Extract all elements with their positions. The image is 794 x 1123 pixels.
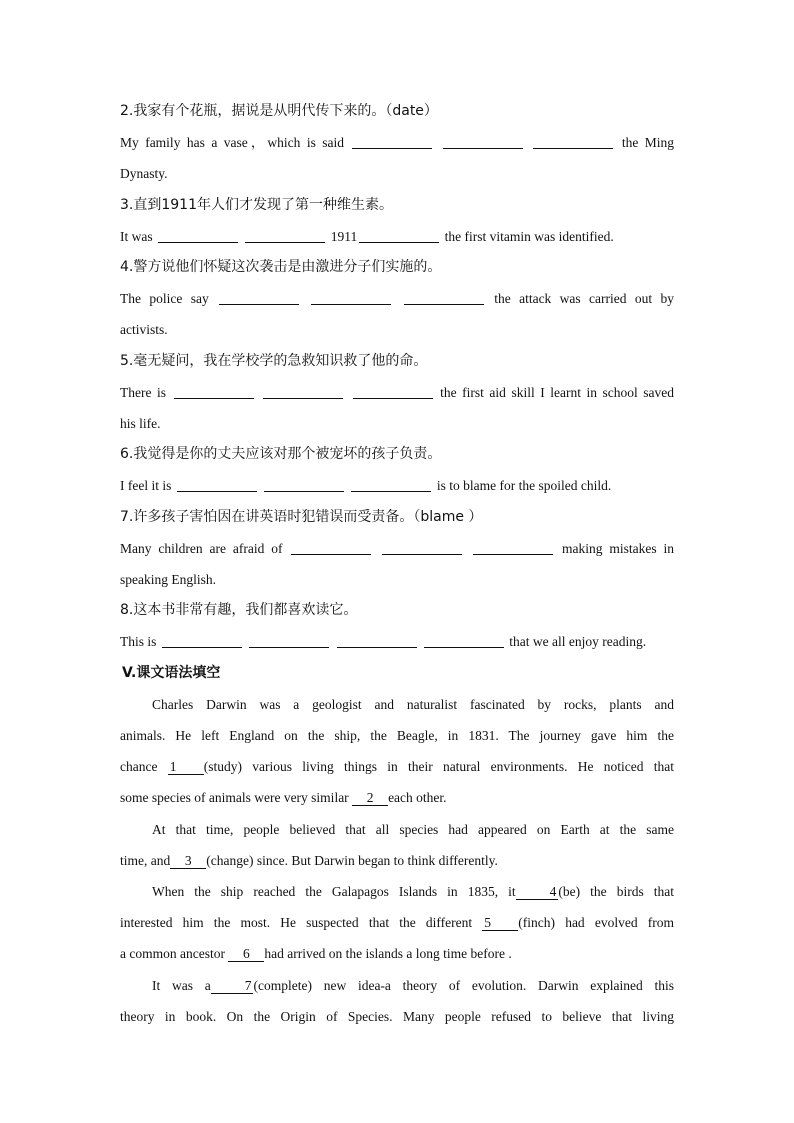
q8-english — [120, 626, 674, 657]
numbered-blank-5[interactable]: 5 — [482, 915, 518, 931]
answer-blank[interactable] — [249, 633, 329, 648]
passage-line: At that time, people believed that all species had appeared on Earth at the same — [152, 821, 674, 837]
q3-english — [120, 221, 674, 252]
passage-text: a common ancestor — [120, 946, 225, 962]
q7-text-a: Many children are afraid of — [120, 540, 283, 556]
numbered-blank-4[interactable]: 4 — [516, 884, 559, 900]
answer-blank[interactable] — [311, 290, 391, 305]
passage-text: chance — [120, 759, 158, 775]
q2-text-a: My family has a vase，which is said — [120, 135, 345, 151]
q6-text-b: is to blame for the spoiled child. — [436, 478, 612, 494]
numbered-blank-1[interactable]: 1 — [168, 759, 204, 775]
answer-blank[interactable] — [404, 290, 484, 305]
passage-line — [120, 782, 674, 813]
passage-text: time, and — [120, 852, 171, 868]
q8-text-b: that we all enjoy reading. — [509, 634, 647, 650]
q5-text-a: There is — [120, 384, 167, 400]
q8-chinese: 8.这本书非常有趣，我们都喜欢读它。 — [120, 602, 358, 619]
passage-line — [120, 970, 674, 1001]
passage-line — [120, 845, 674, 876]
answer-blank[interactable] — [174, 384, 254, 399]
q2-english — [120, 127, 674, 158]
passage-text: each other. — [388, 790, 447, 806]
answer-blank[interactable] — [352, 134, 432, 149]
q5-text-b: the first aid skill I learnt in school saved — [440, 384, 675, 400]
numbered-blank-6[interactable]: 6 — [228, 946, 264, 962]
numbered-blank-3[interactable]: 3 — [170, 853, 206, 869]
passage-text: some species of animals were very similar — [120, 790, 349, 806]
q4-text-a: The police say — [120, 291, 209, 307]
passage-text: had arrived on the islands a long time before . — [264, 946, 512, 962]
q3-text-a: It was — [120, 228, 153, 244]
section-heading: V.课文语法填空 — [122, 664, 221, 681]
q4-english-cont: activists. — [120, 322, 168, 338]
answer-blank[interactable] — [473, 540, 553, 555]
answer-blank[interactable] — [353, 384, 433, 399]
passage-text: interested him the most. He suspected that the different — [120, 915, 473, 931]
passage-line — [120, 876, 674, 907]
passage-text: (complete) new idea-a theory of evolution. Darwin explained this — [253, 977, 674, 993]
passage-line — [120, 938, 674, 969]
q6-chinese: 6.我觉得是你的丈夫应该对那个被宠坏的孩子负责。 — [120, 446, 442, 463]
q3-text-mid: 1911 — [330, 228, 358, 244]
q5-english-cont: his life. — [120, 416, 161, 432]
passage-line: animals. He left England on the ship, the Beagle, in 1831. The journey gave him the — [120, 728, 674, 744]
answer-blank[interactable] — [291, 540, 371, 555]
passage-text: (be) the birds that — [558, 884, 674, 900]
passage-text: (finch) had evolved from — [518, 915, 674, 931]
q5-chinese: 5.毫无疑问，我在学校学的急救知识救了他的命。 — [120, 352, 428, 369]
passage-text: When the ship reached the Galapagos Islands in 1835, it — [152, 884, 516, 900]
answer-blank[interactable] — [337, 633, 417, 648]
worksheet-content — [120, 96, 674, 1032]
q4-chinese: 4.警方说他们怀疑这次袭击是由激进分子们实施的。 — [120, 259, 442, 276]
passage-line: theory in book. On the Origin of Species. Many people refused to believe that living — [120, 1008, 674, 1024]
answer-blank[interactable] — [219, 290, 299, 305]
q7-text-b: making mistakes in — [562, 540, 675, 556]
passage-line: Charles Darwin was a geologist and naturalist fascinated by rocks, plants and — [152, 696, 674, 712]
answer-blank[interactable] — [424, 633, 504, 648]
numbered-blank-7[interactable]: 7 — [211, 978, 254, 994]
answer-blank[interactable] — [158, 228, 238, 243]
passage-text: It was a — [152, 977, 211, 993]
answer-blank[interactable] — [263, 384, 343, 399]
q6-text-a: I feel it is — [120, 478, 172, 494]
answer-blank[interactable] — [351, 477, 431, 492]
answer-blank[interactable] — [359, 228, 439, 243]
q4-text-b: the attack was carried out by — [494, 291, 675, 307]
q6-english — [120, 470, 674, 501]
q2-chinese: 2.我家有个花瓶，据说是从明代传下来的。（date） — [120, 103, 438, 119]
q7-english — [120, 533, 674, 564]
answer-blank[interactable] — [264, 477, 344, 492]
q7-english-cont: speaking English. — [120, 572, 216, 588]
q5-english — [120, 377, 674, 408]
passage-text: (study) various living things in their natural environments. He noticed that — [203, 759, 675, 775]
q7-chinese: 7.许多孩子害怕因在讲英语时犯错误而受责备。（blame ） — [120, 508, 483, 525]
numbered-blank-2[interactable]: 2 — [352, 790, 388, 806]
answer-blank[interactable] — [245, 228, 325, 243]
answer-blank[interactable] — [382, 540, 462, 555]
answer-blank[interactable] — [162, 633, 242, 648]
answer-blank[interactable] — [443, 134, 523, 149]
passage-text: (change) since. But Darwin began to think differently. — [206, 852, 498, 868]
answer-blank[interactable] — [533, 134, 613, 149]
passage-line — [120, 907, 674, 938]
q2-text-b: the Ming — [621, 135, 675, 151]
q3-text-b: the first vitamin was identified. — [444, 228, 614, 244]
answer-blank[interactable] — [177, 477, 257, 492]
passage-line — [120, 751, 674, 782]
q4-english — [120, 283, 674, 314]
q8-text-a: This is — [120, 634, 157, 650]
q2-english-cont: Dynasty. — [120, 166, 168, 182]
q3-chinese: 3.直到1911年人们才发现了第一种维生素。 — [120, 196, 393, 213]
